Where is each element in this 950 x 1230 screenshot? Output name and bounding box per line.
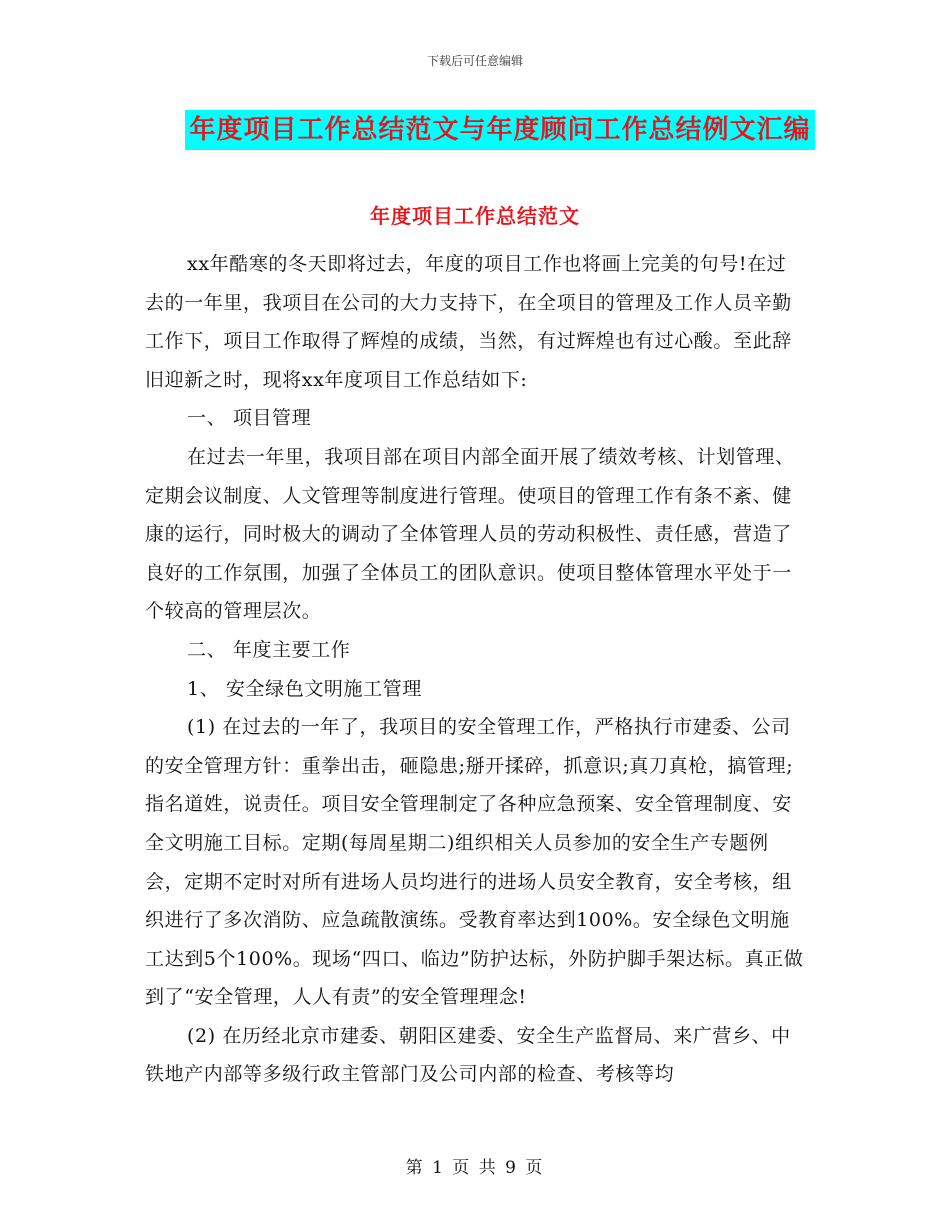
main-title-container: [0, 110, 950, 150]
heading-safety-management: 1、 安全绿色文明施工管理: [187, 677, 422, 700]
paragraph-intro: xx年酷寒的冬天即将过去，年度的项目工作也将画上完美的句号!在过去的一年里，我项目在公司的大力支持下，在全项目的管理及工作人员辛勤工作下，项目工作取得了辉煌的成绩，当然，有过辉煌也有过心酸。至此辞旧迎新之时，现将xx年度项目工作总结如下:: [145, 253, 792, 391]
paragraph-project-management: 在过去一年里，我项目部在项目内部全面开展了绩效考核、计划管理、定期会议制度、人文管理等制度进行管理。使项目的管理工作有条不紊、健康的运行，同时极大的调动了全体管理人员的劳动积极性、责任感，营造了良好的工作氛围，加强了全体员工的团队意识。使项目整体管理水平处于一个较高的管理层次。: [145, 445, 795, 623]
heading-main-work: 二、 年度主要工作: [187, 638, 351, 661]
paragraph-safety-2: (2) 在历经北京市建委、朝阳区建委、安全生产监督局、来广营乡、中铁地产内部等多级行政主管部门及公司内部的检查、考核等均: [145, 1024, 791, 1086]
document-body: [145, 245, 805, 1094]
heading-project-management: 一、 项目管理: [187, 407, 312, 430]
page-header-note: 下载后可任意编辑: [426, 54, 523, 68]
paragraph-safety-1: (1) 在过去的一年了，我项目的安全管理工作，严格执行市建委、公司的安全管理方针：重拳出击，砸隐患;掰开揉碎，抓意识;真刀真枪，搞管理;指名道姓，说责任。项目安全管理制定了各种应急预案、安全管理制度、安全文明施工目标。定期(每周星期二)组织相关人员参加的安全生产专题例会，定期不定时对所有进场人员均进行的进场人员安全教育，安全考核，组织进行了多次消防、应急疏散演练。受教育率达到100%。安全绿色文明施工达到5个100%。现场“四口、临边”防护达标，外防护脚手架达标。真正做到了“安全管理，人人有责”的安全管理理念!: [145, 716, 804, 1009]
document-main-title: 年度项目工作总结范文与年度顾问工作总结例文汇编: [185, 110, 814, 150]
section-title: 年度项目工作总结范文: [370, 204, 580, 228]
page-number: 第 1 页 共 9 页: [405, 1158, 545, 1178]
